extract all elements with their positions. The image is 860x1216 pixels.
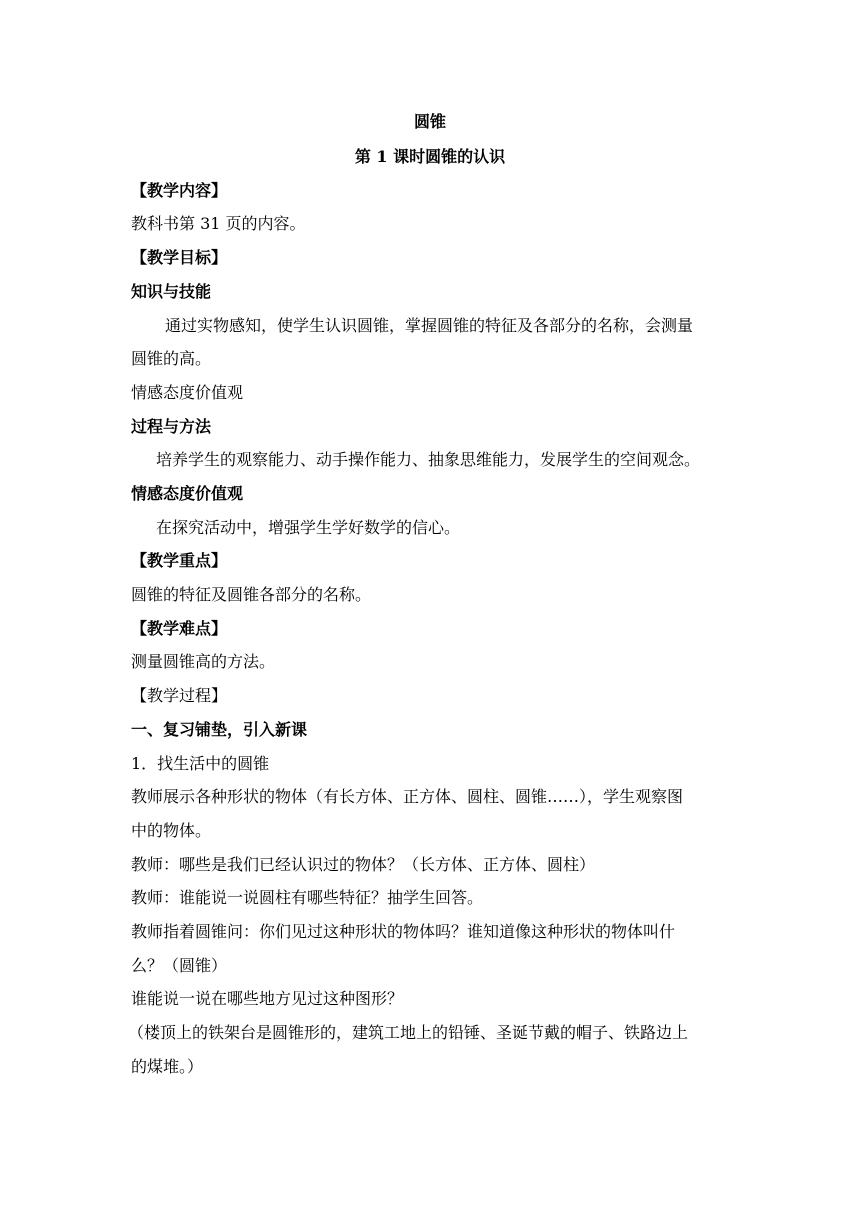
paragraph-line: 教师：谁能说一说圆柱有哪些特征？抽学生回答。	[131, 888, 484, 907]
subheading-process-method: 过程与方法	[131, 417, 212, 436]
paragraph-line: （楼顶上的铁架台是圆锥形的，建筑工地上的铅锤、圣诞节戴的帽子、铁路边上	[128, 1023, 689, 1042]
paragraph-line: 的煤堆。）	[131, 1057, 204, 1076]
section-heading-objectives: 【教学目标】	[131, 248, 228, 267]
paragraph-line: 教师指着圆锥问：你们见过这种形状的物体吗？谁知道像这种形状的物体叫什	[131, 922, 676, 941]
section-heading-content: 【教学内容】	[131, 181, 228, 200]
subheading-review: 一、复习铺垫，引入新课	[131, 720, 308, 739]
document-subtitle: 第 1 课时圆锥的认识	[354, 147, 506, 166]
paragraph-line: 中的物体。	[131, 821, 212, 840]
paragraph-line: 圆锥的高。	[131, 349, 212, 368]
paragraph-line: 圆锥的特征及圆锥各部分的名称。	[131, 585, 372, 604]
subheading-emotion-attitude: 情感态度价值观	[131, 484, 244, 503]
paragraph-line: 教师：哪些是我们已经认识过的物体？（长方体、正方体、圆柱）	[131, 855, 596, 874]
paragraph-line: 测量圆锥高的方法。	[131, 652, 276, 671]
paragraph-line: 么？（圆锥）	[131, 956, 228, 975]
paragraph-line: 1．找生活中的圆锥	[131, 754, 270, 773]
paragraph-line: 在探究活动中，增强学生学好数学的信心。	[156, 518, 461, 537]
paragraph-line: 情感态度价值观	[131, 383, 244, 402]
section-heading-difficulties: 【教学难点】	[131, 619, 228, 638]
section-heading-key-points: 【教学重点】	[131, 551, 228, 570]
paragraph-line: 谁能说一说在哪些地方见过这种图形？	[131, 989, 404, 1008]
paragraph-line: 通过实物感知，使学生认识圆锥，掌握圆锥的特征及各部分的名称，会测量	[165, 316, 694, 335]
section-heading-process: 【教学过程】	[131, 686, 228, 705]
subheading-knowledge-skills: 知识与技能	[131, 282, 212, 301]
paragraph-line: 教师展示各种形状的物体（有长方体、正方体、圆柱、圆锥……），学生观察图	[131, 787, 684, 806]
document-title: 圆锥	[413, 112, 446, 131]
paragraph-line: 培养学生的观察能力、动手操作能力、抽象思维能力，发展学生的空间观念。	[156, 450, 701, 469]
paragraph-line: 教科书第 31 页的内容。	[131, 214, 306, 233]
